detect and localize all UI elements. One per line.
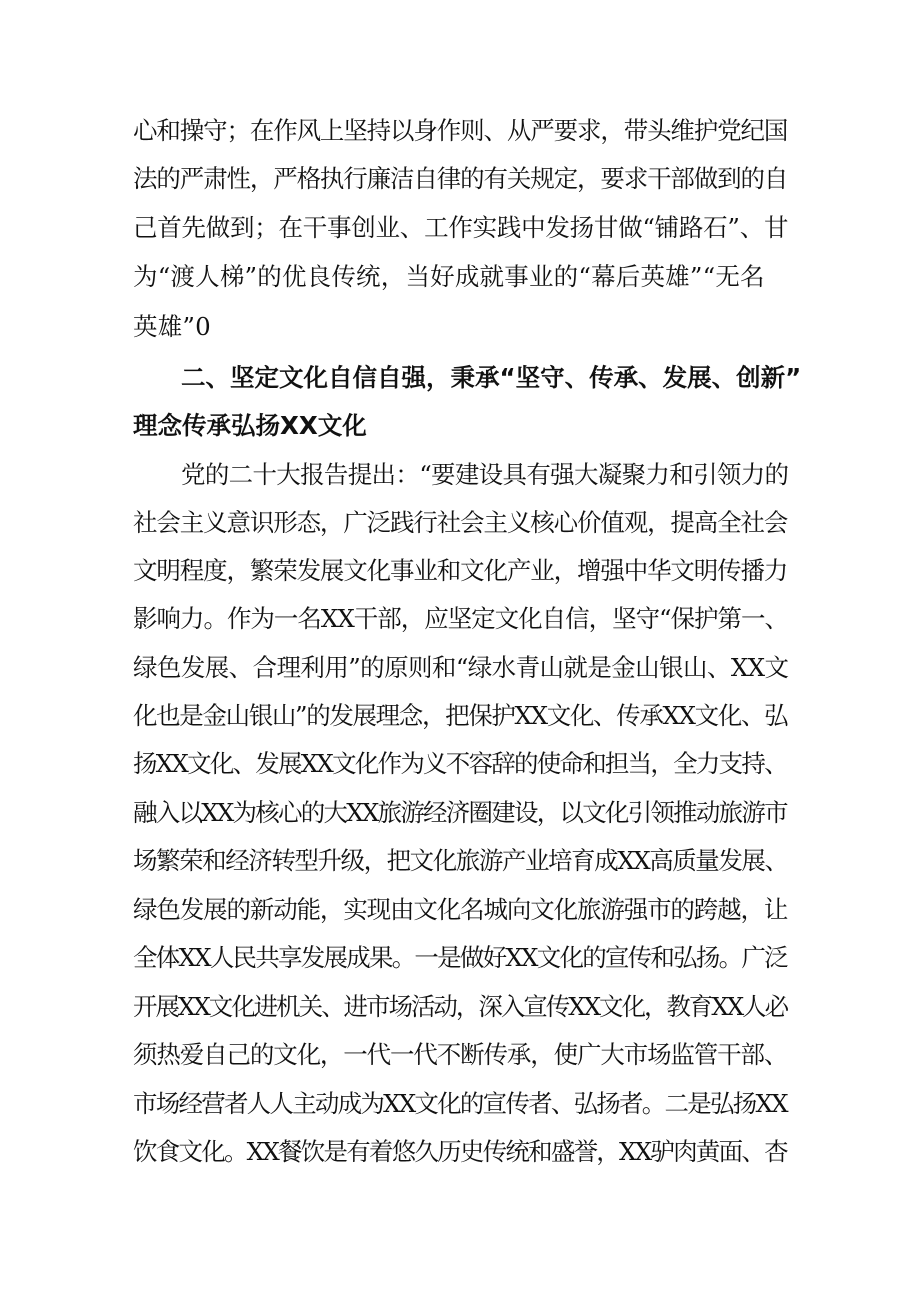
paragraph-line: 饮食文化。XX餐饮是有着悠久历史传统和盛誉，XX驴肉黄面、杏 xyxy=(133,1137,787,1166)
section-heading: 二、坚定文化自信自强，秉承“坚守、传承、发展、创新” xyxy=(181,363,802,392)
paragraph-line: 文明程度，繁荣发展文化事业和文化产业，增强中华文明传播力 xyxy=(133,556,788,585)
paragraph-line: 英雄”0 xyxy=(133,312,211,341)
paragraph-line: 影响力。作为一名XX干部，应坚定文化自信，坚守“保护第一、 xyxy=(133,604,788,633)
paragraph-line: 场繁荣和经济转型升级，把文化旅游产业培育成XX高质量发展、 xyxy=(133,846,788,875)
section-heading: 理念传承弘扬XX文化 xyxy=(133,411,367,440)
paragraph-line: 化也是金山银山”的发展理念，把保护XX文化、传承XX文化、弘 xyxy=(133,701,788,730)
paragraph-line: 绿色发展的新动能，实现由文化名城向文化旅游强市的跨越，让 xyxy=(133,895,788,924)
paragraph-line: 开展XX文化进机关、进市场活动，深入宣传XX文化，教育XX人必 xyxy=(133,992,788,1021)
paragraph-line: 须热爱自己的文化，一代一代不断传承，使广大市场监管干部、 xyxy=(133,1040,788,1069)
paragraph-line: 为“渡人梯”的优良传统，当好成就事业的“幕后英雄”“无名 xyxy=(133,262,765,291)
paragraph-line: 法的严肃性，严格执行廉洁自律的有关规定，要求干部做到的自 xyxy=(133,164,788,193)
paragraph-line: 社会主义意识形态，广泛践行社会主义核心价值观，提高全社会 xyxy=(133,508,788,537)
paragraph-line: 融入以XX为核心的大XX旅游经济圈建设，以文化引领推动旅游市 xyxy=(133,798,787,827)
paragraph-line: 绿色发展、合理利用”的原则和“绿水青山就是金山银山、XX文 xyxy=(133,653,789,682)
paragraph-line: 党的二十大报告提出：“要建设具有强大凝聚力和引领力的 xyxy=(181,460,789,489)
paragraph-line: 全体XX人民共享发展成果。一是做好XX文化的宣传和弘扬。广泛 xyxy=(133,943,787,972)
paragraph-line: 己首先做到；在干事创业、工作实践中发扬甘做“铺路石”、甘 xyxy=(133,213,789,242)
paragraph-line: 扬XX文化、发展XX文化作为义不容辞的使命和担当，全力支持、 xyxy=(133,749,787,778)
paragraph-line: 市场经营者人人主动成为XX文化的宣传者、弘扬者。二是弘扬XX xyxy=(133,1089,787,1118)
paragraph-line: 心和操守；在作风上坚持以身作则、从严要求，带头维护党纪国 xyxy=(133,116,788,145)
